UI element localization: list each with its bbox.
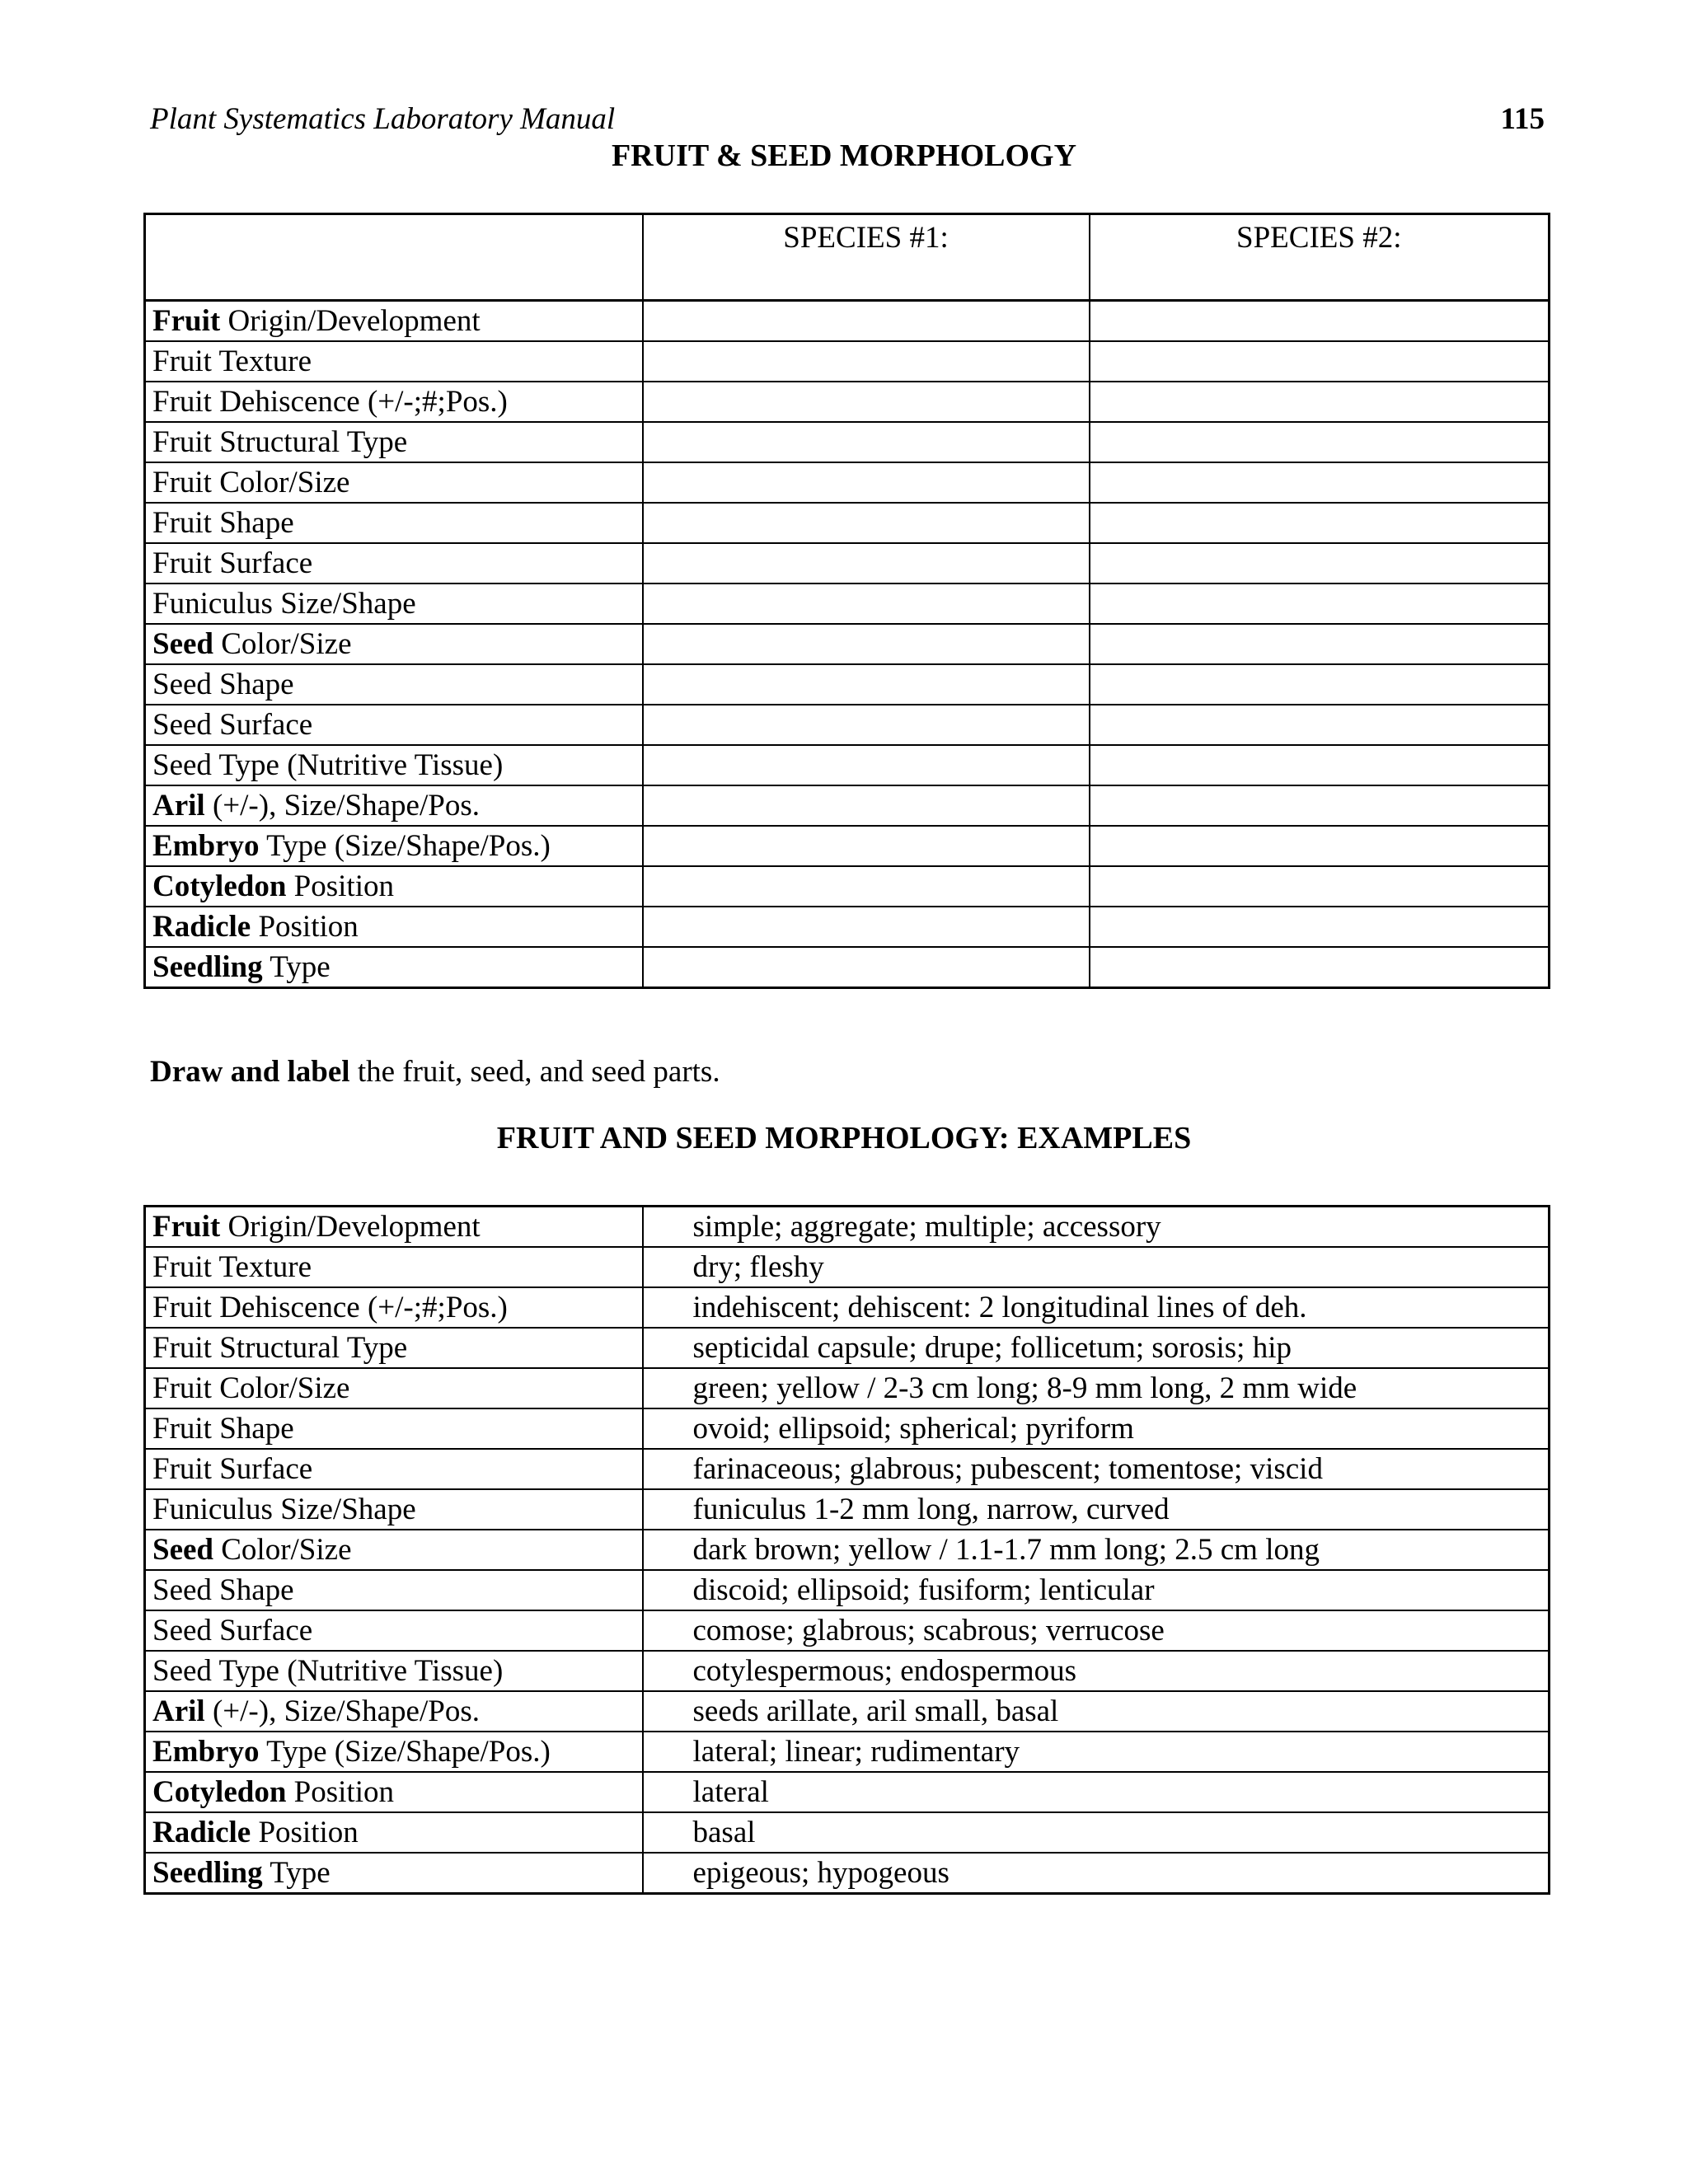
character-label-bold: Aril <box>152 1694 205 1728</box>
species-1-cell[interactable] <box>643 624 1090 664</box>
species-1-header: SPECIES #1: <box>643 214 1090 301</box>
character-label-text: Fruit Dehiscence (+/-;#;Pos.) <box>152 1290 508 1324</box>
example-values: green; yellow / 2-3 cm long; 8-9 mm long, 2 mm wide <box>643 1368 1550 1408</box>
character-label-text: Position <box>251 909 359 944</box>
example-row <box>145 1772 1550 1812</box>
example-row <box>145 1691 1550 1732</box>
character-label <box>145 462 643 503</box>
worksheet-row <box>145 382 1550 422</box>
character-label-bold: Seed <box>152 626 213 661</box>
example-values: basal <box>643 1812 1550 1853</box>
worksheet-row <box>145 745 1550 785</box>
character-label-text: Fruit Structural Type <box>152 1330 408 1365</box>
character-label-text: Seed Type (Nutritive Tissue) <box>152 1653 504 1688</box>
character-label-text: Type <box>262 949 331 984</box>
example-values: farinaceous; glabrous; pubescent; tomentose; viscid <box>643 1449 1550 1489</box>
example-values: seeds arillate, aril small, basal <box>643 1691 1550 1732</box>
character-label <box>145 1732 643 1772</box>
species-2-cell[interactable] <box>1090 866 1550 907</box>
species-2-cell[interactable] <box>1090 341 1550 382</box>
character-label-bold: Embryo <box>152 1734 260 1769</box>
example-values: cotylespermous; endospermous <box>643 1651 1550 1691</box>
species-2-cell[interactable] <box>1090 462 1550 503</box>
example-row <box>145 1368 1550 1408</box>
worksheet-row <box>145 422 1550 462</box>
worksheet-row <box>145 907 1550 947</box>
character-label-text: Position <box>286 869 394 903</box>
character-label <box>145 1691 643 1732</box>
example-row <box>145 1408 1550 1449</box>
character-label <box>145 1530 643 1570</box>
character-label <box>145 1368 643 1408</box>
character-label <box>145 1812 643 1853</box>
example-values: dark brown; yellow / 1.1-1.7 mm long; 2.5 cm long <box>643 1530 1550 1570</box>
character-label <box>145 1449 643 1489</box>
character-label-bold: Cotyledon <box>152 869 287 903</box>
character-label <box>145 382 643 422</box>
character-label <box>145 1853 643 1894</box>
page-number: 115 <box>1500 102 1545 136</box>
species-2-cell[interactable] <box>1090 382 1550 422</box>
species-1-cell[interactable] <box>643 785 1090 826</box>
example-row <box>145 1207 1550 1248</box>
worksheet-row <box>145 826 1550 866</box>
instruction-bold: Draw and label <box>150 1055 350 1089</box>
example-row <box>145 1651 1550 1691</box>
character-label <box>145 1570 643 1610</box>
example-row <box>145 1287 1550 1328</box>
character-label <box>145 1408 643 1449</box>
character-label-text: Fruit Shape <box>152 505 294 540</box>
species-2-cell[interactable] <box>1090 907 1550 947</box>
character-label-text: Fruit Color/Size <box>152 465 350 499</box>
character-label-text: Funiculus Size/Shape <box>152 1492 416 1526</box>
character-label-bold: Aril <box>152 788 205 823</box>
example-values: comose; glabrous; scabrous; verrucose <box>643 1610 1550 1651</box>
worksheet-row <box>145 503 1550 543</box>
character-label <box>145 341 643 382</box>
character-label-text: Seed Surface <box>152 707 313 742</box>
species-1-cell[interactable] <box>643 382 1090 422</box>
character-label-text: Fruit Surface <box>152 546 313 580</box>
species-2-cell[interactable] <box>1090 624 1550 664</box>
species-1-cell[interactable] <box>643 462 1090 503</box>
character-label-text: Origin/Development <box>220 1209 481 1244</box>
worksheet-table <box>143 213 1550 989</box>
species-2-cell[interactable] <box>1090 664 1550 705</box>
species-2-cell[interactable] <box>1090 543 1550 583</box>
worksheet-header-blank <box>145 214 643 301</box>
drawing-instruction <box>150 1052 720 1093</box>
character-label-bold: Embryo <box>152 828 260 863</box>
example-values: lateral; linear; rudimentary <box>643 1732 1550 1772</box>
character-label <box>145 422 643 462</box>
worksheet-row <box>145 583 1550 624</box>
species-1-cell[interactable] <box>643 664 1090 705</box>
character-label-text: Fruit Structural Type <box>152 424 408 459</box>
character-label-text: Fruit Surface <box>152 1451 313 1486</box>
character-label <box>145 866 643 907</box>
species-2-cell[interactable] <box>1090 503 1550 543</box>
species-2-header: SPECIES #2: <box>1090 214 1550 301</box>
species-1-cell[interactable] <box>643 503 1090 543</box>
species-2-cell[interactable] <box>1090 583 1550 624</box>
character-label <box>145 745 643 785</box>
examples-title: FRUIT AND SEED MORPHOLOGY: EXAMPLES <box>496 1121 1192 1155</box>
character-label-text: Type (Size/Shape/Pos.) <box>259 828 551 863</box>
example-row <box>145 1812 1550 1853</box>
species-1-cell[interactable] <box>643 583 1090 624</box>
example-row <box>145 1610 1550 1651</box>
character-label <box>145 826 643 866</box>
worksheet-row <box>145 301 1550 342</box>
character-label-bold: Radicle <box>152 909 251 944</box>
character-label <box>145 1247 643 1287</box>
example-row <box>145 1489 1550 1530</box>
worksheet-row <box>145 462 1550 503</box>
character-label <box>145 503 643 543</box>
species-2-cell[interactable] <box>1090 785 1550 826</box>
instruction-text: the fruit, seed, and seed parts. <box>349 1055 720 1089</box>
character-label <box>145 1207 643 1248</box>
worksheet-row <box>145 341 1550 382</box>
example-row <box>145 1732 1550 1772</box>
worksheet-row <box>145 705 1550 745</box>
species-1-cell[interactable] <box>643 543 1090 583</box>
example-values: epigeous; hypogeous <box>643 1853 1550 1894</box>
character-label-text: Origin/Development <box>220 303 481 338</box>
example-row <box>145 1853 1550 1894</box>
character-label <box>145 1489 643 1530</box>
character-label-bold: Fruit <box>152 303 221 338</box>
character-label <box>145 543 643 583</box>
worksheet-row <box>145 785 1550 826</box>
character-label <box>145 1287 643 1328</box>
example-values: septicidal capsule; drupe; follicetum; sorosis; hip <box>643 1328 1550 1368</box>
example-row <box>145 1247 1550 1287</box>
character-label-bold: Fruit <box>152 1209 221 1244</box>
species-2-cell[interactable] <box>1090 422 1550 462</box>
character-label-text: (+/-), Size/Shape/Pos. <box>204 1694 480 1728</box>
character-label <box>145 1328 643 1368</box>
example-values: discoid; ellipsoid; fusiform; lenticular <box>643 1570 1550 1610</box>
worksheet-header-row <box>145 214 1550 301</box>
character-label <box>145 785 643 826</box>
species-2-cell[interactable] <box>1090 301 1550 342</box>
worksheet-row <box>145 947 1550 988</box>
example-row <box>145 1530 1550 1570</box>
manual-title: Plant Systematics Laboratory Manual <box>150 102 616 136</box>
character-label-text: Type <box>262 1855 331 1890</box>
page-title: FRUIT & SEED MORPHOLOGY <box>611 138 1077 173</box>
character-label <box>145 1610 643 1651</box>
species-1-cell[interactable] <box>643 341 1090 382</box>
character-label-text: Fruit Dehiscence (+/-;#;Pos.) <box>152 384 508 419</box>
species-1-cell[interactable] <box>643 866 1090 907</box>
character-label-text: Seed Type (Nutritive Tissue) <box>152 748 504 782</box>
example-row <box>145 1449 1550 1489</box>
example-values: dry; fleshy <box>643 1247 1550 1287</box>
species-2-cell[interactable] <box>1090 826 1550 866</box>
character-label-text: Fruit Color/Size <box>152 1371 350 1405</box>
character-label-text: Seed Surface <box>152 1613 313 1647</box>
character-label <box>145 1772 643 1812</box>
species-2-cell[interactable] <box>1090 745 1550 785</box>
example-values: simple; aggregate; multiple; accessory <box>643 1207 1550 1248</box>
example-values: funiculus 1-2 mm long, narrow, curved <box>643 1489 1550 1530</box>
character-label-text: Fruit Shape <box>152 1411 294 1446</box>
species-1-cell[interactable] <box>643 907 1090 947</box>
example-values: lateral <box>643 1772 1550 1812</box>
worksheet-row <box>145 543 1550 583</box>
character-label <box>145 947 643 988</box>
species-2-cell[interactable] <box>1090 947 1550 988</box>
character-label <box>145 583 643 624</box>
character-label-text: Seed Shape <box>152 1572 294 1607</box>
character-label <box>145 907 643 947</box>
character-label-text: (+/-), Size/Shape/Pos. <box>204 788 480 823</box>
character-label <box>145 301 643 342</box>
character-label <box>145 705 643 745</box>
running-head <box>150 99 1545 140</box>
character-label-text: Seed Shape <box>152 667 294 701</box>
species-1-cell[interactable] <box>643 947 1090 988</box>
example-row <box>145 1328 1550 1368</box>
character-label-text: Color/Size <box>213 626 352 661</box>
character-label-text: Position <box>286 1774 394 1809</box>
character-label-bold: Seed <box>152 1532 213 1567</box>
character-label-text: Type (Size/Shape/Pos.) <box>259 1734 551 1769</box>
character-label-text: Fruit Texture <box>152 1249 312 1284</box>
character-label <box>145 624 643 664</box>
example-values: indehiscent; dehiscent: 2 longitudinal lines of deh. <box>643 1287 1550 1328</box>
species-1-cell[interactable] <box>643 422 1090 462</box>
species-1-cell[interactable] <box>643 705 1090 745</box>
character-label-bold: Radicle <box>152 1815 251 1849</box>
examples-table <box>143 1205 1550 1895</box>
character-label-bold: Cotyledon <box>152 1774 287 1809</box>
character-label <box>145 664 643 705</box>
worksheet-row <box>145 624 1550 664</box>
species-1-cell[interactable] <box>643 301 1090 342</box>
example-values: ovoid; ellipsoid; spherical; pyriform <box>643 1408 1550 1449</box>
species-1-cell[interactable] <box>643 745 1090 785</box>
worksheet-row <box>145 866 1550 907</box>
species-1-cell[interactable] <box>643 826 1090 866</box>
worksheet-row <box>145 664 1550 705</box>
character-label-text: Fruit Texture <box>152 344 312 378</box>
character-label-text: Funiculus Size/Shape <box>152 586 416 621</box>
character-label-bold: Seedling <box>152 1855 263 1890</box>
character-label <box>145 1651 643 1691</box>
character-label-text: Position <box>251 1815 359 1849</box>
character-label-text: Color/Size <box>213 1532 352 1567</box>
species-2-cell[interactable] <box>1090 705 1550 745</box>
character-label-bold: Seedling <box>152 949 263 984</box>
example-row <box>145 1570 1550 1610</box>
